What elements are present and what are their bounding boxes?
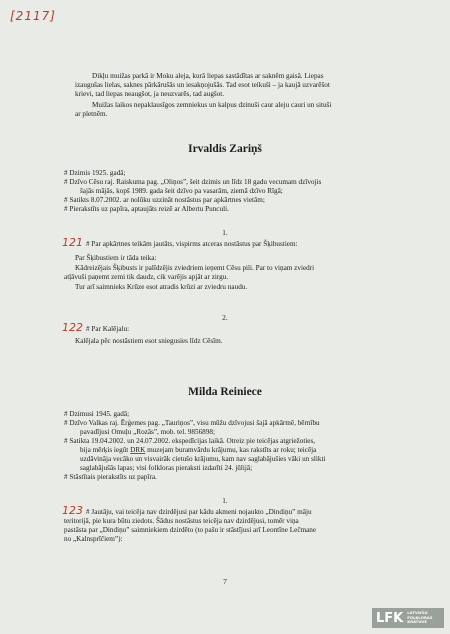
logo-line: KRĀTUVE — [407, 619, 427, 625]
story-line: teritorijā, pie kura būtu ziedots. Šādus nostāstus teicēja nav dzirdējusi, tomēr viņa — [64, 517, 299, 525]
intro-line: izaugušas lielas, saknes pārkārušās un iesakņojušās. Tad esot teikuši – ja kaujā uzvarēšot — [75, 81, 330, 89]
story-line: pastāsta par „Dindiņu” saimniekiem dzirdēto (to pašu ir stāstījusi arī Leontīne Lečmane — [64, 526, 317, 534]
informant-info-line: # Dzimusi 1945. gadā; — [64, 410, 130, 418]
info-text: bija mērķis iegūt — [80, 446, 131, 454]
logo-text — [407, 611, 432, 624]
logo-line: FOLKLORAS — [407, 614, 433, 620]
question-text: # Par Kalējalu: — [86, 325, 130, 333]
handwritten-mark-123: 123 — [62, 504, 83, 517]
intro-line: Dikļu muižas parkā ir Moku aleja, kurā liepas sastādītas ar saknēm gaisā. Liepas — [92, 72, 324, 80]
section-number: 1. — [222, 229, 228, 237]
story-line: atļāvuši paņemt zemi tik daudz, cik varējis apjāt ar zirgu. — [64, 273, 229, 281]
section-number: 2. — [222, 314, 228, 322]
section-number: 1. — [222, 497, 228, 505]
informant-info-line — [80, 446, 316, 455]
handwritten-mark-122: 122 — [62, 321, 83, 334]
story-line: Kalējala pēc nostāstiem esot sniegusies līdz Cēsīm. — [75, 337, 223, 345]
informant-info-line: # Dzimis 1925. gadā; — [64, 169, 126, 177]
informant-info-line: saglabājušās lapas; visi folkloras pieraksti izdarīti 24. jūlijā; — [80, 464, 253, 472]
story-line: # Jautāju, vai teicēja nav dzirdējusi par kādu akmeni nojaukto „Dindiņu” māju — [86, 508, 312, 516]
intro-line: ar pletnēm. — [75, 110, 108, 118]
story-line: Tur arī saimnieks Krūze esot atradis krūzi ar zviedru naudu. — [75, 283, 248, 291]
archive-logo — [372, 608, 444, 628]
informant-name-zarins: Irvaldis Zariņš — [188, 143, 262, 155]
informant-info-line: pavadījusi Omuļu „Rozās”, mob. tel. 9856898; — [80, 428, 215, 436]
page-number: 7 — [223, 577, 227, 586]
informant-info-line: # Satikts 8.07.2002. ar nolūku uzzināt nostāstus par apkārtnes vietām; — [64, 196, 265, 204]
informant-info-line: # Satikta 19.04.2002. un 24.07.2002. ekspedīcijas laikā. Otreiz pie teicējas atgriežoties, — [64, 437, 316, 445]
informant-info-line: # Stāstītais pierakstīts uz papīra. — [64, 473, 157, 481]
archive-number-handwritten: [2117] — [10, 9, 56, 23]
logo-line: LATVIEŠU — [407, 610, 428, 616]
intro-line: krievi, tad liepas neaugšot, ja neuzvarēs, tad augšot. — [75, 90, 225, 98]
intro-line: Muižas laikos nepaklausīgos zemniekus un kalpus dzinuši caur aleju cauri un situši — [92, 101, 332, 109]
logo-mark: LFK — [376, 610, 404, 626]
story-line: Par Šķibustiem ir tāda teika: — [75, 254, 157, 262]
question-text: # Par apkārtnes teikām jautāts, vispirms atceras nostāstus par Šķibustiem: — [86, 240, 298, 248]
story-line: no „Kalnsprīčiem”): — [64, 535, 123, 543]
informant-info-line: uzdāvināja vecāko un visvairāk cietušo krājumu, kam nav saglabājušies vāki un slikti — [80, 455, 326, 463]
informant-info-line: # Pierakstīts uz papīra, aptaujāts reizē ar Albertu Punculi. — [64, 205, 229, 213]
drk-underlined: DRK — [130, 446, 146, 454]
story-line: Kādreizējais Šķibusts ir palīdzējis zviedriem ieņemt Cēsu pili. Par to viņam zviedri — [75, 264, 315, 272]
informant-info-line: šajās mājās, kopš 1989. gada šeit dzīvo pa vasarām, ziemā dzīvo Rīgā; — [80, 187, 283, 195]
info-text: muzejam buramvārdu krājumu, kas rakstīts ar roku; teicēja — [145, 446, 317, 454]
informant-info-line: # Dzīvo Valkas raj. Ērģemes pag. „Tauriņos”, visu mūžu dzīvojusi šajā apkārtnē, bērnību — [64, 419, 320, 427]
informant-name-reiniece: Milda Reiniece — [188, 386, 262, 398]
handwritten-mark-121: 121 — [62, 236, 83, 249]
informant-info-line: # Dzīvo Cēsu raj. Raiskuma pag. „Oliņos”, šeit dzimis un līdz 18 gadu vecumam dzīvojis — [64, 178, 322, 186]
